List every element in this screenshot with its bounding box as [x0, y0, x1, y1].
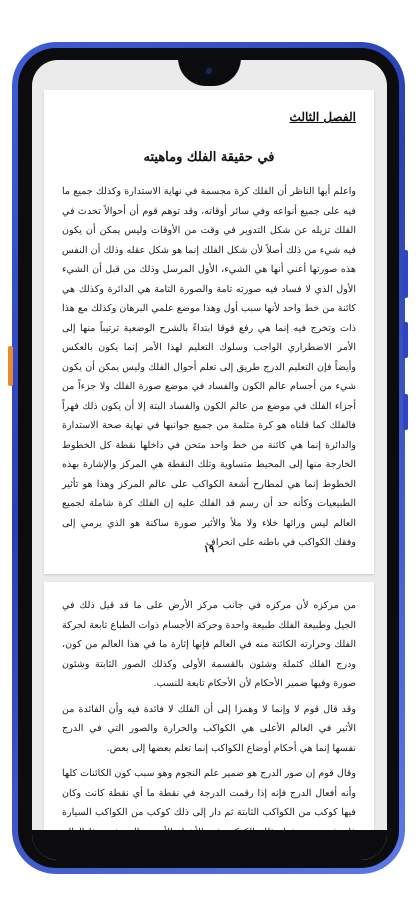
page-body-text: [62, 596, 356, 860]
side-button-orange: [8, 346, 13, 386]
page-number: ١٩: [203, 544, 215, 555]
reader-screen[interactable]: [32, 60, 387, 860]
paragraph: وقال قوم إن صور الدرج هو ضمير علم النجوم وهو سبب كون الكائنات كلها وأنه أفعال الدرج فإنه إذا رقمت الدرجة في نقطة ما أي نقطة كانت وكان فيها كوكب من الكواكب الثابتة ثم دار إلى ذلك كوكب من الكواكب السيارة: [62, 768, 356, 818]
book-page-19[interactable]: [44, 90, 374, 574]
chapter-heading: الفصل الثالث: [289, 110, 356, 124]
paragraph: واعلم أيها الناظر أن الفلك كرة مجسمة في نهاية الاستدارة وكذلك جميع ما فيه على جميع أنواعه وفي سائر أوقاته، وقد توهم قوم أن أحوالاً تحدث في الفلك تزيله عن شكل التدوير في وقت من الأوقات وليس يمكن أن يكون فيه شيء من ذلك أصلاً لأن شكل الفلك إنما هو شكل عقله وذلك أن النفس هذه صورتها أعني أنها هي الشيء، الأول المرسل وذلك من قبل أن الشيء الأول الذي لا فساد فيه صورته تامة والصورة التامة هي الدائرة وكذلك هي كائنة من خط واحد لأنها سبب أول وهذا موضع علمي البرهان وكذلك مع هذا ذات وتخرج فيه إنما هي رفع فوقا ابتداءً بالشرح الوضعية ترتيباً منها إلى الأمر الاضطراري الواجب وسلوك التعليم لهذا الأمر إنما يكون بالعكس وأيضاً فإن التعليم الدرج طريق إلى تعلم أحوال الفلك وليس يمكن أن يكون شيء من أجسام عالم الكون والفساد في موضع صورة الفلك ولا جزءاً من أجزاء الفلك في موضع من عالم الكون والفساد البتة إلا أن يكون ذلك فهراً فالفلك كما قلناه هو كرة مثلمة من جميع جوانبها في نهاية صحة الاستدارة والدائرة إنما هي كائنة من خط واحد متحن في داخلها نقطة كل الخطوط الخارجة منها إلى المحيط متساوية وتلك النقطة هي المركز والإشارة بهذه الخطوط إنما هي لمطارح أشعة الكواكب على عالم المركز وهذا هو تأثير الطبيعيات وكأنه حد أن رسم قد الفلك عليه إن الفلك كرة شاملة لجميع العالم ليس ورائها خلاء ولا ملأ والأثير صورة ساكنة هو الذي يرمي إلى وفقك الكواكب في باطنه على انحراف: [62, 186, 356, 548]
page-body-text: [62, 182, 356, 553]
side-button-volume-down: [403, 322, 408, 358]
section-title: في حقيقة الفلك وماهيته: [143, 150, 275, 165]
paragraph: وقد قال قوم لا وإنما لا وهمزا إلى أن الفلك لا فائدة فيه وأن الفائدة من الأثير في العالم الأعلى هي الكواكب والحرارة والصور التي في الدرج نفسها إنما هي أحكام أوضاع الكواكب إنما تعلم بعضها إلى بعض.: [62, 703, 356, 754]
side-button-volume-up: [403, 250, 408, 298]
paragraph: من مركزه لأن مركزه في جانب مركز الأرض على ما قد قيل ذلك في الجيل وطبيعة الفلك طبيعة واحدة وحركة الأجسام ذوات الطباع تابعة لحركة الفلك وحرارته الكائنة منه في العالم فإنها إثارة ما في هذا العالم من كون، ودرج الفلك كثملة وشئون بالقسمة الأولى وكذلك الصور الثابتة وشئون صورة وفيها ضمير الأحكام لأن الأحكام تابعة للنسب.: [62, 600, 356, 689]
bottom-bezel: [32, 830, 387, 860]
front-camera-icon: [203, 65, 215, 77]
book-page-20[interactable]: [44, 582, 374, 860]
side-button-power: [403, 394, 408, 430]
camera-notch: [178, 60, 241, 86]
